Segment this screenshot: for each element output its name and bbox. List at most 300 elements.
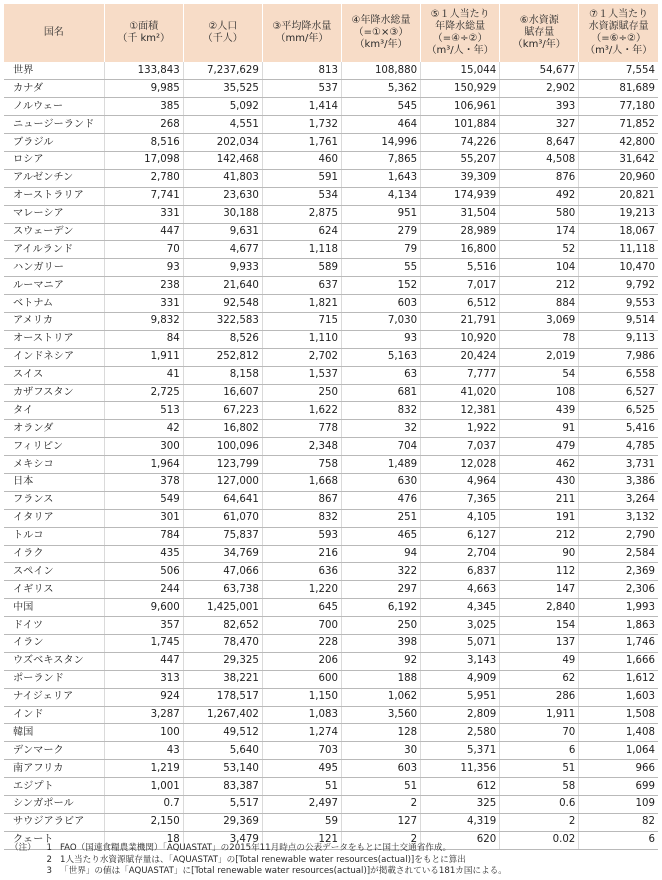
precipitation-cell: 216 (262, 545, 341, 563)
table-body (4, 62, 658, 849)
water-resources-cell: 2 (500, 813, 579, 831)
header-line: （=④÷②） (432, 33, 488, 44)
header-per-capita-water-resources (579, 4, 658, 62)
annual-precipitation-cell: 3,560 (341, 706, 420, 724)
annual-precipitation-cell: 6,192 (341, 599, 420, 617)
water-resources-cell: 430 (500, 473, 579, 491)
annual-precipitation-cell: 92 (341, 652, 420, 670)
area-cell: 784 (104, 527, 183, 545)
water-resources-cell: 0.02 (500, 831, 579, 849)
area-cell: 17,098 (104, 151, 183, 169)
water-resources-cell: 51 (500, 760, 579, 778)
annual-precipitation-cell: 93 (341, 330, 420, 348)
population-cell: 1,267,402 (183, 706, 262, 724)
table-row (4, 295, 658, 313)
table-row (4, 688, 658, 706)
water-resources-cell: 91 (500, 420, 579, 438)
population-cell: 67,223 (183, 402, 262, 420)
per-capita-precipitation-cell: 4,105 (421, 509, 500, 527)
header-line: ①面積 (129, 21, 159, 32)
country-name-cell: 日本 (4, 473, 104, 491)
area-cell: 301 (104, 509, 183, 527)
table-row (4, 134, 658, 152)
per-capita-precipitation-cell: 3,025 (421, 617, 500, 635)
precipitation-cell: 645 (262, 599, 341, 617)
table-row (4, 760, 658, 778)
per-capita-water-cell: 81,689 (579, 80, 658, 98)
country-name-cell: メキシコ (4, 456, 104, 474)
precipitation-cell: 832 (262, 509, 341, 527)
precipitation-cell: 250 (262, 384, 341, 402)
table-row (4, 241, 658, 259)
water-resources-cell: 580 (500, 205, 579, 223)
table-row (4, 635, 658, 653)
area-cell: 84 (104, 330, 183, 348)
area-cell: 1,745 (104, 635, 183, 653)
annual-precipitation-cell: 63 (341, 366, 420, 384)
annual-precipitation-cell: 30 (341, 742, 420, 760)
per-capita-precipitation-cell: 325 (421, 796, 500, 814)
header-line: 年降水総量 (435, 21, 486, 32)
annual-precipitation-cell: 152 (341, 277, 420, 295)
country-name-cell: 世界 (4, 62, 104, 80)
precipitation-cell: 593 (262, 527, 341, 545)
table-row (4, 187, 658, 205)
water-resources-cell: 191 (500, 509, 579, 527)
header-average-precipitation (262, 4, 341, 62)
notes-spacer (10, 855, 36, 867)
header-line: ⑤１人当たり (430, 9, 490, 20)
per-capita-water-cell: 4,785 (579, 438, 658, 456)
per-capita-water-cell: 3,386 (579, 473, 658, 491)
per-capita-precipitation-cell: 2,809 (421, 706, 500, 724)
country-name-cell: カザフスタン (4, 384, 104, 402)
population-cell: 8,526 (183, 330, 262, 348)
water-resources-cell: 479 (500, 438, 579, 456)
annual-precipitation-cell: 279 (341, 223, 420, 241)
water-resources-cell: 147 (500, 581, 579, 599)
population-cell: 142,468 (183, 151, 262, 169)
per-capita-precipitation-cell: 12,381 (421, 402, 500, 420)
water-resources-cell: 2,840 (500, 599, 579, 617)
population-cell: 82,652 (183, 617, 262, 635)
precipitation-cell: 1,083 (262, 706, 341, 724)
water-resources-cell: 393 (500, 98, 579, 116)
table-row (4, 366, 658, 384)
table-row (4, 259, 658, 277)
annual-precipitation-cell: 7,030 (341, 312, 420, 330)
country-name-cell: ハンガリー (4, 259, 104, 277)
precipitation-cell: 2,497 (262, 796, 341, 814)
annual-precipitation-cell: 603 (341, 295, 420, 313)
per-capita-precipitation-cell: 6,127 (421, 527, 500, 545)
precipitation-cell: 1,761 (262, 134, 341, 152)
per-capita-water-cell: 10,470 (579, 259, 658, 277)
population-cell: 178,517 (183, 688, 262, 706)
per-capita-water-cell: 42,800 (579, 134, 658, 152)
precipitation-cell: 1,414 (262, 98, 341, 116)
country-name-cell: インド (4, 706, 104, 724)
annual-precipitation-cell: 545 (341, 98, 420, 116)
area-cell: 447 (104, 223, 183, 241)
country-name-cell: イラク (4, 545, 104, 563)
table-row (4, 330, 658, 348)
population-cell: 53,140 (183, 760, 262, 778)
per-capita-precipitation-cell: 2,580 (421, 724, 500, 742)
per-capita-precipitation-cell: 7,017 (421, 277, 500, 295)
area-cell: 93 (104, 259, 183, 277)
water-resources-cell: 2,019 (500, 348, 579, 366)
water-resources-cell: 6 (500, 742, 579, 760)
country-name-cell: イラン (4, 635, 104, 653)
country-name-cell: アイルランド (4, 241, 104, 259)
per-capita-water-cell: 7,986 (579, 348, 658, 366)
water-resources-cell: 212 (500, 527, 579, 545)
per-capita-water-cell: 9,514 (579, 312, 658, 330)
country-name-cell: ウズベキスタン (4, 652, 104, 670)
country-name-cell: フランス (4, 491, 104, 509)
water-resources-cell: 112 (500, 563, 579, 581)
annual-precipitation-cell: 2 (341, 831, 420, 849)
area-cell: 385 (104, 98, 183, 116)
per-capita-water-cell: 2,306 (579, 581, 658, 599)
precipitation-cell: 758 (262, 456, 341, 474)
per-capita-precipitation-cell: 10,920 (421, 330, 500, 348)
water-resources-cell: 327 (500, 116, 579, 134)
precipitation-cell: 59 (262, 813, 341, 831)
per-capita-water-cell: 3,731 (579, 456, 658, 474)
per-capita-precipitation-cell: 612 (421, 778, 500, 796)
country-name-cell: サウジアラビア (4, 813, 104, 831)
per-capita-water-cell: 82 (579, 813, 658, 831)
per-capita-precipitation-cell: 174,939 (421, 187, 500, 205)
header-line: 水資源賦存量 (588, 21, 649, 32)
per-capita-water-cell: 699 (579, 778, 658, 796)
country-name-cell: カナダ (4, 80, 104, 98)
population-cell: 127,000 (183, 473, 262, 491)
header-line: ④年降水総量 (351, 15, 411, 26)
table-row (4, 116, 658, 134)
table-row (4, 62, 658, 80)
area-cell: 42 (104, 420, 183, 438)
precipitation-cell: 1,821 (262, 295, 341, 313)
table-row (4, 223, 658, 241)
per-capita-precipitation-cell: 6,837 (421, 563, 500, 581)
per-capita-water-cell: 2,584 (579, 545, 658, 563)
per-capita-precipitation-cell: 21,791 (421, 312, 500, 330)
note-text: 「世界」の値は「AQUASTAT」に[Total renewable water resources(actual)]が掲載されている181カ国による。 (60, 866, 507, 876)
per-capita-precipitation-cell: 4,663 (421, 581, 500, 599)
precipitation-cell: 867 (262, 491, 341, 509)
annual-precipitation-cell: 704 (341, 438, 420, 456)
water-resources-cell: 4,508 (500, 151, 579, 169)
per-capita-water-cell: 2,369 (579, 563, 658, 581)
area-cell: 924 (104, 688, 183, 706)
country-name-cell: ブラジル (4, 134, 104, 152)
area-cell: 0.7 (104, 796, 183, 814)
table-row (4, 706, 658, 724)
per-capita-water-cell: 6,558 (579, 366, 658, 384)
header-per-capita-precipitation (421, 4, 500, 62)
area-cell: 9,600 (104, 599, 183, 617)
population-cell: 1,425,001 (183, 599, 262, 617)
water-resources-cell: 52 (500, 241, 579, 259)
header-line: （km³/年） (512, 39, 566, 50)
annual-precipitation-cell: 188 (341, 670, 420, 688)
per-capita-precipitation-cell: 11,356 (421, 760, 500, 778)
area-cell: 244 (104, 581, 183, 599)
table-row (4, 509, 658, 527)
country-name-cell: フィリピン (4, 438, 104, 456)
country-name-cell: ニュージーランド (4, 116, 104, 134)
precipitation-cell: 1,110 (262, 330, 341, 348)
country-name-cell: オーストラリア (4, 187, 104, 205)
country-name-cell: トルコ (4, 527, 104, 545)
annual-precipitation-cell: 1,062 (341, 688, 420, 706)
per-capita-water-cell: 71,852 (579, 116, 658, 134)
annual-precipitation-cell: 603 (341, 760, 420, 778)
precipitation-cell: 537 (262, 80, 341, 98)
population-cell: 16,607 (183, 384, 262, 402)
per-capita-precipitation-cell: 28,989 (421, 223, 500, 241)
header-line: （=⑥÷②） (591, 33, 646, 44)
country-name-cell: アメリカ (4, 312, 104, 330)
per-capita-precipitation-cell: 1,922 (421, 420, 500, 438)
population-cell: 202,034 (183, 134, 262, 152)
annual-precipitation-cell: 630 (341, 473, 420, 491)
annual-precipitation-cell: 832 (341, 402, 420, 420)
per-capita-precipitation-cell: 150,929 (421, 80, 500, 98)
table-row (4, 205, 658, 223)
table-row (4, 277, 658, 295)
water-resources-table (4, 4, 658, 850)
population-cell: 7,237,629 (183, 62, 262, 80)
annual-precipitation-cell: 79 (341, 241, 420, 259)
country-name-cell: エジプト (4, 778, 104, 796)
population-cell: 75,837 (183, 527, 262, 545)
population-cell: 41,803 (183, 169, 262, 187)
annual-precipitation-cell: 322 (341, 563, 420, 581)
precipitation-cell: 1,732 (262, 116, 341, 134)
precipitation-cell: 121 (262, 831, 341, 849)
per-capita-water-cell: 6,525 (579, 402, 658, 420)
country-name-cell: スペイン (4, 563, 104, 581)
precipitation-cell: 1,118 (262, 241, 341, 259)
water-resources-cell: 211 (500, 491, 579, 509)
precipitation-cell: 813 (262, 62, 341, 80)
per-capita-water-cell: 18,067 (579, 223, 658, 241)
water-resources-cell: 90 (500, 545, 579, 563)
header-line: （m³/人・年） (426, 45, 494, 56)
population-cell: 29,369 (183, 813, 262, 831)
per-capita-water-cell: 9,553 (579, 295, 658, 313)
population-cell: 47,066 (183, 563, 262, 581)
per-capita-precipitation-cell: 4,909 (421, 670, 500, 688)
table-row (4, 491, 658, 509)
per-capita-water-cell: 109 (579, 796, 658, 814)
per-capita-precipitation-cell: 4,345 (421, 599, 500, 617)
precipitation-cell: 700 (262, 617, 341, 635)
header-population (183, 4, 262, 62)
water-resources-cell: 108 (500, 384, 579, 402)
table-row (4, 473, 658, 491)
population-cell: 78,470 (183, 635, 262, 653)
country-name-cell: 中国 (4, 599, 104, 617)
area-cell: 1,219 (104, 760, 183, 778)
per-capita-precipitation-cell: 5,951 (421, 688, 500, 706)
precipitation-cell: 495 (262, 760, 341, 778)
area-cell: 1,964 (104, 456, 183, 474)
header-line: （=①×③） (353, 27, 409, 38)
note-number: 2 (46, 854, 52, 865)
header-line: 賦存量 (524, 27, 555, 38)
area-cell: 331 (104, 295, 183, 313)
area-cell: 357 (104, 617, 183, 635)
water-resources-cell: 0.6 (500, 796, 579, 814)
water-resources-cell: 2,902 (500, 80, 579, 98)
precipitation-cell: 2,348 (262, 438, 341, 456)
table-row (4, 456, 658, 474)
water-resources-cell: 492 (500, 187, 579, 205)
country-name-cell: オランダ (4, 420, 104, 438)
per-capita-precipitation-cell: 31,504 (421, 205, 500, 223)
table-row (4, 438, 658, 456)
per-capita-water-cell: 3,264 (579, 491, 658, 509)
area-cell: 378 (104, 473, 183, 491)
per-capita-precipitation-cell: 3,143 (421, 652, 500, 670)
country-name-cell: オーストリア (4, 330, 104, 348)
population-cell: 123,799 (183, 456, 262, 474)
per-capita-water-cell: 9,113 (579, 330, 658, 348)
per-capita-precipitation-cell: 20,424 (421, 348, 500, 366)
table-row (4, 617, 658, 635)
header-line: ③平均降水量 (272, 21, 332, 32)
notes-spacer (10, 866, 36, 878)
header-line: （千 km²） (117, 33, 171, 44)
area-cell: 100 (104, 724, 183, 742)
per-capita-water-cell: 1,863 (579, 617, 658, 635)
area-cell: 43 (104, 742, 183, 760)
annual-precipitation-cell: 32 (341, 420, 420, 438)
per-capita-water-cell: 1,666 (579, 652, 658, 670)
country-name-cell: ルーマニア (4, 277, 104, 295)
area-cell: 9,985 (104, 80, 183, 98)
precipitation-cell: 2,702 (262, 348, 341, 366)
precipitation-cell: 1,537 (262, 366, 341, 384)
precipitation-cell: 2,875 (262, 205, 341, 223)
water-resources-cell: 212 (500, 277, 579, 295)
population-cell: 9,933 (183, 259, 262, 277)
per-capita-precipitation-cell: 5,071 (421, 635, 500, 653)
area-cell: 2,725 (104, 384, 183, 402)
table-row (4, 545, 658, 563)
area-cell: 313 (104, 670, 183, 688)
population-cell: 16,802 (183, 420, 262, 438)
per-capita-precipitation-cell: 39,309 (421, 169, 500, 187)
country-name-cell: ドイツ (4, 617, 104, 635)
per-capita-precipitation-cell: 16,800 (421, 241, 500, 259)
country-name-cell: アルゼンチン (4, 169, 104, 187)
table-row (4, 778, 658, 796)
precipitation-cell: 715 (262, 312, 341, 330)
water-resources-cell: 104 (500, 259, 579, 277)
per-capita-water-cell: 7,554 (579, 62, 658, 80)
note-row (10, 866, 658, 878)
area-cell: 133,843 (104, 62, 183, 80)
per-capita-water-cell: 1,746 (579, 635, 658, 653)
table-row (4, 742, 658, 760)
precipitation-cell: 534 (262, 187, 341, 205)
annual-precipitation-cell: 1,489 (341, 456, 420, 474)
water-resources-cell: 54,677 (500, 62, 579, 80)
precipitation-cell: 637 (262, 277, 341, 295)
population-cell: 4,551 (183, 116, 262, 134)
per-capita-water-cell: 31,642 (579, 151, 658, 169)
per-capita-water-cell: 2,790 (579, 527, 658, 545)
header-line: （km³/年） (354, 39, 408, 50)
per-capita-precipitation-cell: 620 (421, 831, 500, 849)
per-capita-water-cell: 20,821 (579, 187, 658, 205)
country-name-cell: インドネシア (4, 348, 104, 366)
per-capita-water-cell: 1,508 (579, 706, 658, 724)
country-name-cell: イタリア (4, 509, 104, 527)
per-capita-water-cell: 1,064 (579, 742, 658, 760)
per-capita-precipitation-cell: 41,020 (421, 384, 500, 402)
table-row (4, 670, 658, 688)
water-resources-cell: 49 (500, 652, 579, 670)
population-cell: 23,630 (183, 187, 262, 205)
country-name-cell: ポーランド (4, 670, 104, 688)
annual-precipitation-cell: 5,362 (341, 80, 420, 98)
precipitation-cell: 600 (262, 670, 341, 688)
area-cell: 9,832 (104, 312, 183, 330)
annual-precipitation-cell: 7,865 (341, 151, 420, 169)
population-cell: 83,387 (183, 778, 262, 796)
country-name-cell: スウェーデン (4, 223, 104, 241)
water-resources-cell: 8,647 (500, 134, 579, 152)
country-name-cell: イギリス (4, 581, 104, 599)
header-line: ②人口 (208, 21, 238, 32)
table-row (4, 98, 658, 116)
per-capita-water-cell: 1,993 (579, 599, 658, 617)
annual-precipitation-cell: 127 (341, 813, 420, 831)
precipitation-cell: 1,622 (262, 402, 341, 420)
per-capita-water-cell: 5,416 (579, 420, 658, 438)
precipitation-cell: 228 (262, 635, 341, 653)
per-capita-water-cell: 77,180 (579, 98, 658, 116)
area-cell: 1,911 (104, 348, 183, 366)
note-text: 1人当たり水資源賦存量は、「AQUASTAT」の[Total renewable water resources(actual)]をもとに算出 (60, 854, 466, 865)
area-cell: 2,150 (104, 813, 183, 831)
header-line: （mm/年） (275, 33, 329, 44)
precipitation-cell: 778 (262, 420, 341, 438)
header-area (104, 4, 183, 62)
annual-precipitation-cell: 108,880 (341, 62, 420, 80)
country-name-cell: ロシア (4, 151, 104, 169)
population-cell: 5,640 (183, 742, 262, 760)
annual-precipitation-cell: 4,134 (341, 187, 420, 205)
table-header (4, 4, 658, 62)
area-cell: 506 (104, 563, 183, 581)
annual-precipitation-cell: 250 (341, 617, 420, 635)
per-capita-precipitation-cell: 2,704 (421, 545, 500, 563)
area-cell: 513 (104, 402, 183, 420)
precipitation-cell: 460 (262, 151, 341, 169)
area-cell: 70 (104, 241, 183, 259)
annual-precipitation-cell: 465 (341, 527, 420, 545)
area-cell: 2,780 (104, 169, 183, 187)
country-name-cell: シンガポール (4, 796, 104, 814)
